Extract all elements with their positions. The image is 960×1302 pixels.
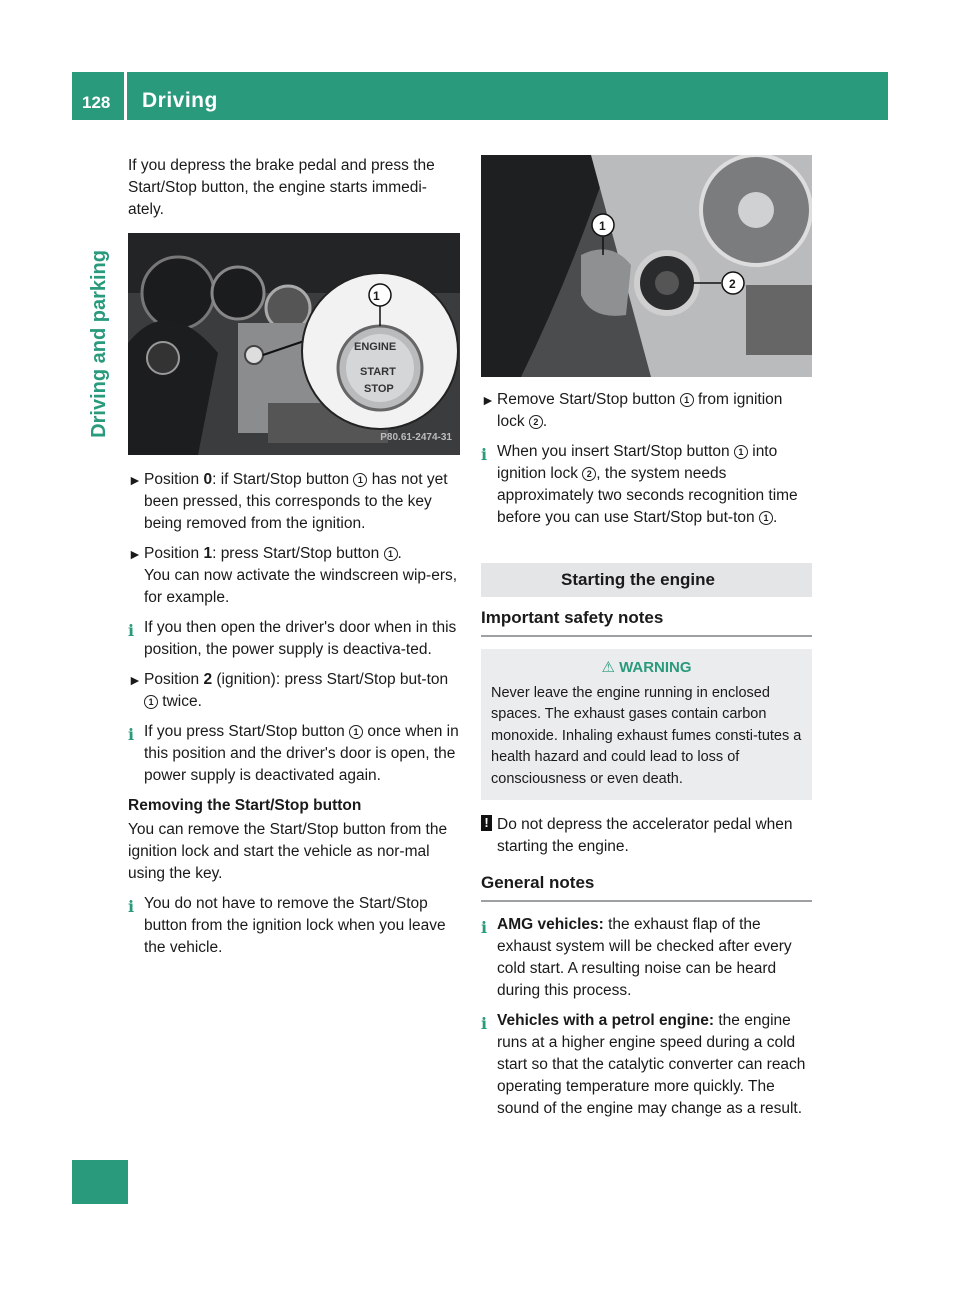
warning-title-row — [491, 657, 802, 679]
header-divider — [124, 72, 127, 120]
info4-text4: . — [772, 509, 778, 526]
right-column — [481, 155, 812, 1128]
ignition-illustration — [481, 155, 812, 377]
info-icon: i — [128, 725, 135, 744]
safety-heading: Important safety notes — [481, 607, 812, 637]
pos1-text1: : press Start/Stop button — [212, 545, 384, 562]
callout-1-icon: 1 — [353, 473, 367, 487]
info-note-4 — [481, 441, 812, 529]
info6-text: the engine runs at a higher engine speed during a cold start so that the catalytic converter can reach operating temperature more quickly. The sound of the engine may change as a result. — [497, 1012, 806, 1117]
info6-bold: Vehicles with a petrol engine: — [497, 1012, 715, 1029]
photo-ignition — [481, 155, 812, 377]
warning-text: Never leave the engine running in enclosed spaces. The exhaust gases contain carbon monoxide. Inhaling exhaust fumes consti-tutes a health hazard and could lead to loss of consciousness or even death. — [491, 684, 802, 787]
pos2-prefix: Position — [144, 671, 204, 688]
photo1-callout: 1 — [373, 289, 380, 303]
pos0-text1: : if Start/Stop button — [212, 471, 354, 488]
position-0-item — [128, 469, 460, 535]
remove-text3: . — [542, 413, 548, 430]
callout-2-icon: 2 — [529, 415, 543, 429]
info4-text2: into ignition lock — [497, 443, 778, 482]
pos2-num: 2 — [203, 671, 213, 688]
side-tab-block — [72, 1160, 128, 1204]
info1-text: If you then open the driver's door when in this position, the power supply is deactiva-ted. — [144, 619, 457, 658]
photo2-callout-1: 1 — [599, 219, 606, 233]
engine-label: ENGINE — [354, 341, 397, 353]
general-notes-heading: General notes — [481, 872, 812, 902]
info-note-3 — [128, 893, 460, 959]
info5-text: the exhaust flap of the exhaust system will be checked after every cold start. A resulting noise can be heard during this process. — [497, 916, 792, 999]
pos2-text2: twice. — [158, 693, 202, 710]
intro-text: If you depress the brake pedal and press the Start/Stop button, the engine starts immedi-ately. — [128, 157, 435, 218]
page-title: Driving — [142, 89, 218, 112]
position-1-item — [128, 543, 460, 609]
photo2-callout-2: 2 — [729, 277, 736, 291]
triangle-right-icon: ► — [128, 546, 142, 562]
info3-text: You do not have to remove the Start/Stop button from the ignition lock when you leave the vehicle. — [144, 895, 446, 956]
pos2-text1: (ignition): press Start/Stop but-ton — [212, 671, 449, 688]
info-note-1 — [128, 617, 460, 661]
remove-text1: Remove Start/Stop button — [497, 391, 680, 408]
pos1-num: 1 — [203, 545, 213, 562]
info5-bold: AMG vehicles: — [497, 916, 604, 933]
side-tab-label: Driving and parking — [88, 250, 110, 438]
pos0-text2: has not yet been pressed, this corresponds to the key being removed from the ignition. — [144, 471, 448, 532]
notice-text: Do not depress the accelerator pedal when starting the engine. — [497, 816, 793, 855]
start-label: START — [360, 366, 396, 378]
position-2-item — [128, 669, 460, 713]
warning-box — [481, 649, 812, 800]
remove-text2: from ignition lock — [497, 391, 783, 430]
left-column — [128, 155, 460, 967]
info-icon: i — [481, 1014, 488, 1033]
pos0-num: 0 — [203, 471, 213, 488]
callout-1-icon: 1 — [384, 547, 398, 561]
photo-dashboard — [128, 233, 460, 455]
callout-2-icon: 2 — [582, 467, 596, 481]
dashboard-illustration — [128, 233, 460, 455]
info4-text1: When you insert Start/Stop button — [497, 443, 734, 460]
info-note-5 — [481, 914, 812, 1002]
photo1-code: P80.61-2474-31 — [380, 432, 452, 443]
removing-text: You can remove the Start/Stop button from the ignition lock and start the vehicle as nor-mal using the key. — [128, 821, 448, 882]
removing-heading: Removing the Start/Stop button — [128, 797, 362, 814]
exclamation-icon: ! — [481, 815, 492, 831]
info-icon: i — [481, 445, 488, 464]
info2-text1: If you press Start/Stop button — [144, 723, 350, 740]
warning-triangle-icon: ⚠ — [601, 659, 620, 676]
callout-1-icon: 1 — [349, 725, 363, 739]
notice-note — [481, 814, 812, 858]
triangle-right-icon: ► — [481, 392, 495, 408]
stop-label: STOP — [364, 383, 394, 395]
info-icon: i — [128, 897, 135, 916]
triangle-right-icon: ► — [128, 472, 142, 488]
pos1-text3: You can now activate the windscreen wip-ers, for example. — [144, 567, 458, 606]
pos1-prefix: Position — [144, 545, 204, 562]
page-header — [72, 72, 888, 120]
pos0-prefix: Position — [144, 471, 204, 488]
callout-1-icon: 1 — [680, 393, 694, 407]
page-number: 128 — [82, 93, 111, 112]
section-title-bar — [481, 563, 812, 597]
info-note-6 — [481, 1010, 812, 1120]
warning-title: WARNING — [619, 659, 692, 676]
remove-step — [481, 389, 812, 433]
section-title: Starting the engine — [561, 570, 715, 589]
info-icon: i — [481, 918, 488, 937]
info2-text2: once when in this position and the driver's door is open, the power supply is deactivated again. — [144, 723, 459, 784]
info-note-2 — [128, 721, 460, 787]
info4-text3: , the system needs approximately two seconds recognition time before you can use Start/Stop but-ton — [497, 465, 798, 526]
photo2-code: P15.10-2384-31 — [732, 354, 804, 365]
pos1-text2: . — [397, 545, 402, 562]
triangle-right-icon: ► — [128, 672, 142, 688]
info-icon: i — [128, 621, 135, 640]
callout-1-icon: 1 — [759, 511, 773, 525]
callout-1-icon: 1 — [144, 695, 158, 709]
callout-1-icon: 1 — [734, 445, 748, 459]
